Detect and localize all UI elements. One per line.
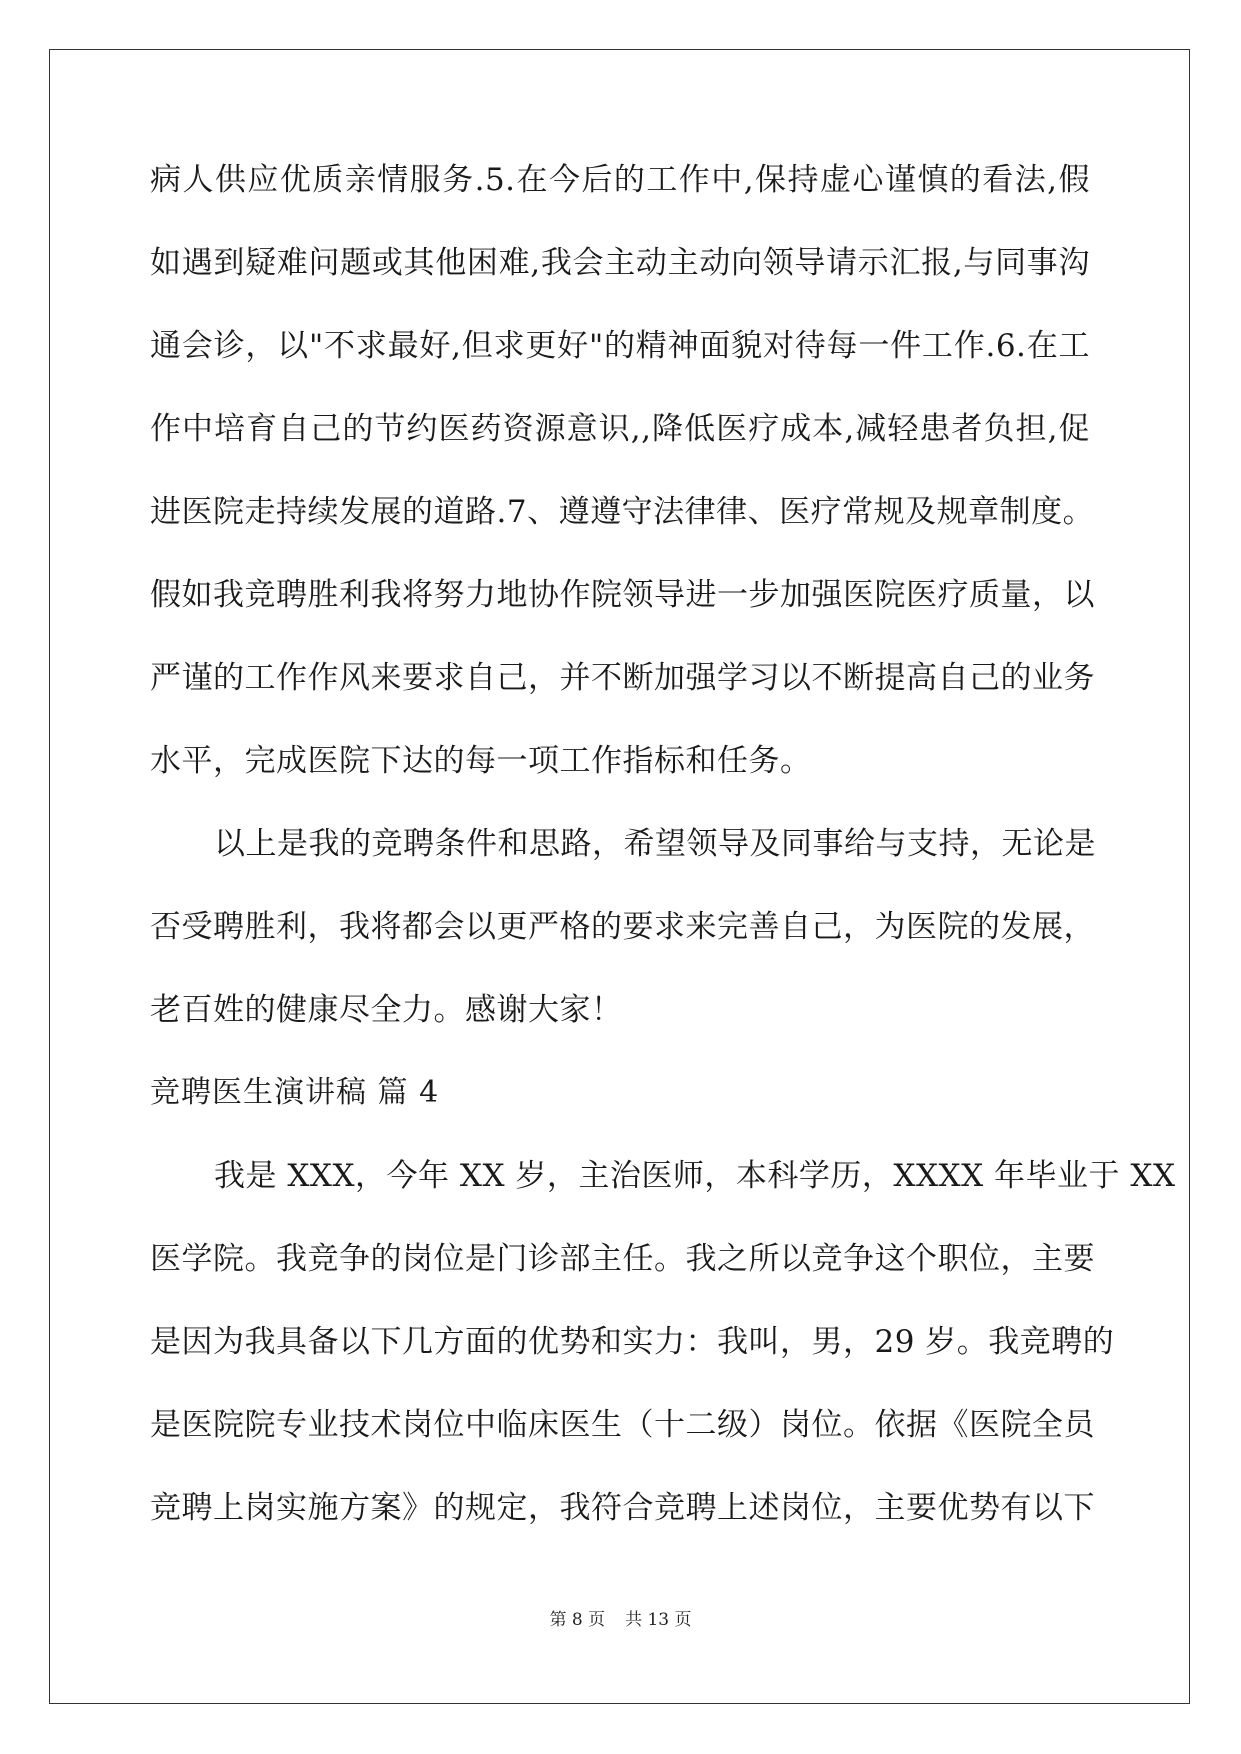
text-line: 作中培育自己的节约医药资源意识,,降低医疗成本,减轻患者负担,促: [150, 411, 1090, 447]
text-line: 竞聘上岗实施方案》的规定，我符合竞聘上述岗位，主要优势有以下: [150, 1490, 1095, 1526]
text-line: 水平，完成医院下达的每一项工作指标和任务。: [150, 743, 812, 779]
page-footer: [0, 1609, 1241, 1631]
text-line: 进医院走持续发展的道路.7、遵遵守法律律、医疗常规及规章制度。: [150, 494, 1095, 530]
text-line: 病人供应优质亲情服务.5.在今后的工作中,保持虚心谨慎的看法,假: [150, 162, 1090, 198]
text-line: 假如我竞聘胜利我将努力地协作院领导进一步加强医院医疗质量，以: [150, 577, 1095, 613]
text-line: 否受聘胜利，我将都会以更严格的要求来完善自己，为医院的发展，: [150, 909, 1095, 945]
text-line: 我是 XXX，今年 XX 岁，主治医师，本科学历，XXXX 年毕业于 XX: [214, 1158, 1176, 1194]
text-line: 通会诊，以"不求最好,但求更好"的精神面貌对待每一件工作.6.在工: [150, 328, 1090, 364]
text-line: 严谨的工作作风来要求自己，并不断加强学习以不断提高自己的业务: [150, 660, 1095, 696]
text-line: 医学院。我竞争的岗位是门诊部主任。我之所以竞争这个职位，主要: [150, 1241, 1095, 1277]
text-line: 是医院院专业技术岗位中临床医生（十二级）岗位。依据《医院全员: [150, 1407, 1095, 1443]
page-total: 共 13 页: [625, 1610, 692, 1630]
text-line: 老百姓的健康尽全力。感谢大家！: [150, 992, 623, 1028]
page-number: 第 8 页: [549, 1610, 606, 1630]
section-heading: 竞聘医生演讲稿 篇 4: [150, 1075, 440, 1110]
text-line: 如遇到疑难问题或其他困难,我会主动主动向领导请示汇报,与同事沟: [150, 245, 1090, 281]
text-line: 是因为我具备以下几方面的优势和实力：我叫，男，29 岁。我竞聘的: [150, 1324, 1115, 1360]
document-body: [150, 155, 1176, 1566]
text-line: 以上是我的竞聘条件和思路，希望领导及同事给与支持，无论是: [214, 826, 1096, 862]
